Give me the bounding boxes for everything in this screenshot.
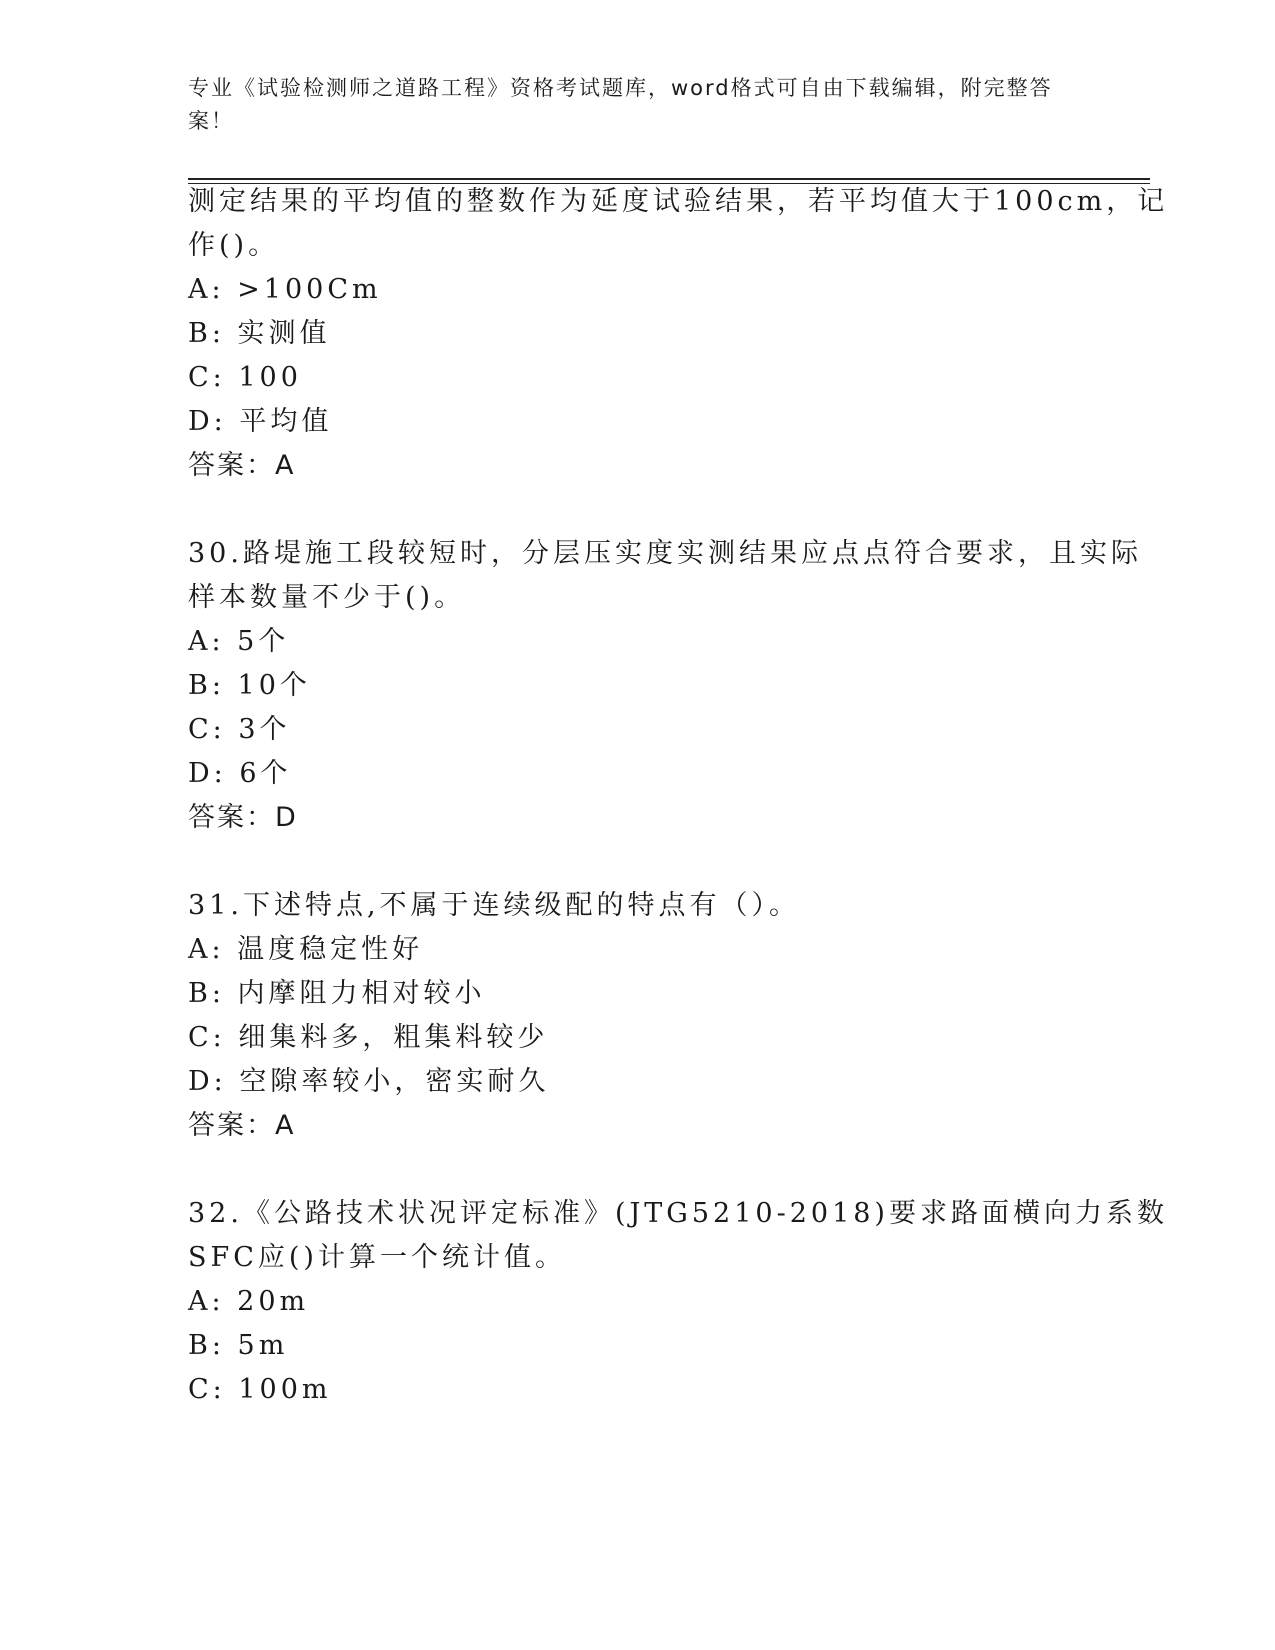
option-a: A: >100Cm [188,274,382,305]
question-stem-line: 样本数量不少于()。 [188,582,466,613]
question-stem-line: 32.《公路技术状况评定标准》(JTG5210-2018)要求路面横向力系数 [188,1198,1168,1229]
option-c: C: 100m [188,1374,332,1405]
header-divider [188,178,1150,180]
question-stem-line: 测定结果的平均值的整数作为延度试验结果，若平均值大于100cm，记 [188,186,1169,217]
question-stem-line: 作()。 [188,230,280,261]
option-b: B: 10个 [188,670,311,701]
option-a: A: 20m [188,1286,310,1317]
option-d: D: 平均值 [188,406,333,437]
question-stem-line: 30.路堤施工段较短时，分层压实度实测结果应点点符合要求，且实际 [188,538,1142,569]
option-b: B: 实测值 [188,318,331,349]
option-b: B: 5m [188,1330,289,1361]
option-d: D: 6个 [188,758,292,789]
option-d: D: 空隙率较小，密实耐久 [188,1066,550,1097]
answer: 答案：A [188,1110,296,1141]
option-c: C: 细集料多，粗集料较少 [188,1022,549,1053]
answer: 答案：D [188,802,298,833]
option-b: B: 内摩阻力相对较小 [188,978,486,1009]
answer: 答案：A [188,450,296,481]
question-stem-line: SFC应()计算一个统计值。 [188,1242,566,1273]
option-c: C: 3个 [188,714,291,745]
option-c: C: 100 [188,362,302,393]
question-stem-line: 31.下述特点,不属于连续级配的特点有（）。 [188,890,801,921]
option-a: A: 5个 [188,626,290,657]
document-header: 专业《试验检测师之道路工程》资格考试题库，word格式可自由下载编辑，附完整答案！ [188,76,1053,133]
option-a: A: 温度稳定性好 [188,934,424,965]
